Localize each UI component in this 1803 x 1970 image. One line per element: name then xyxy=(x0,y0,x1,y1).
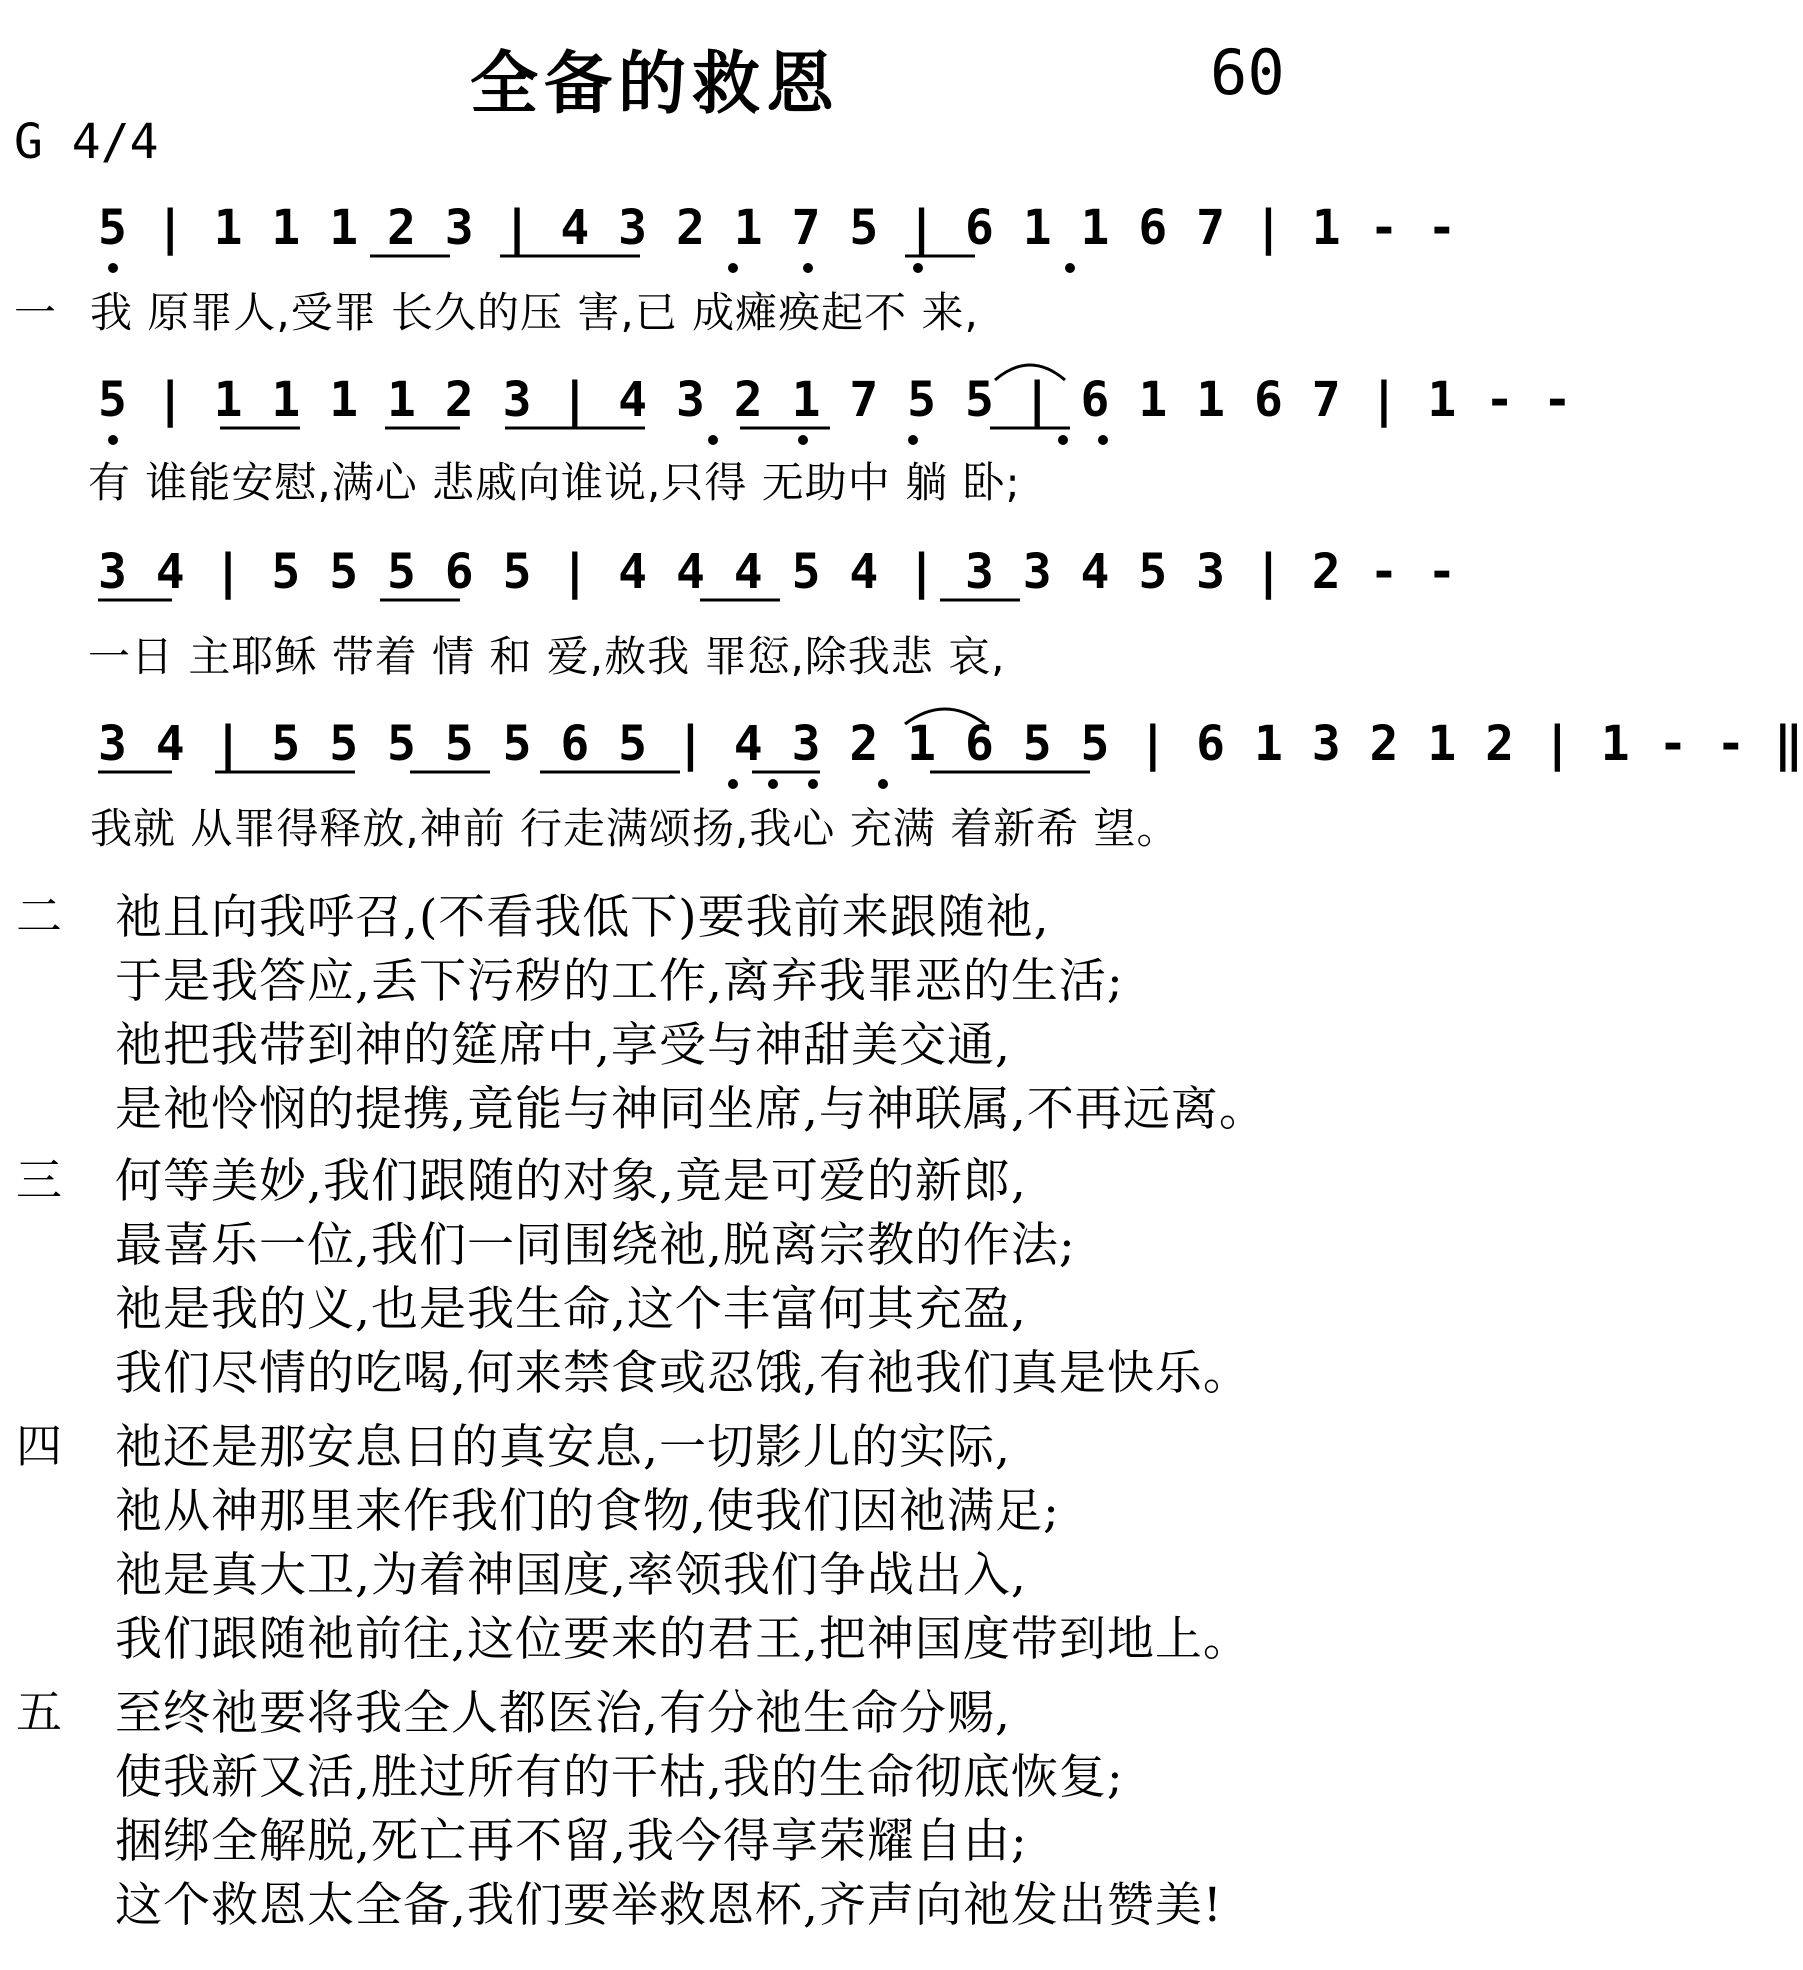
verse-line: 是祂怜悯的提携,竟能与神同坐席,与神联属,不再远离。 xyxy=(115,1082,1267,1137)
verse-number: 三 xyxy=(16,1153,62,1207)
score-lyric-line: 我 原罪人,受罪 长久的压 害,已 成瘫痪起不 来, xyxy=(90,288,979,337)
key-signature: G 4/4 xyxy=(14,114,159,170)
verse-line: 祂把我带到神的筵席中,享受与神甜美交通, xyxy=(115,1018,1011,1073)
verse-line: 祂还是那安息日的真安息,一切影儿的实际, xyxy=(115,1420,1011,1475)
verse-line: 我们跟随祂前往,这位要来的君王,把神国度带到地上。 xyxy=(115,1612,1251,1667)
tie-arcs xyxy=(905,365,1065,724)
hymn-number: 60 xyxy=(1210,36,1285,109)
beam-lines xyxy=(98,256,1107,788)
score-lyric-line: 有 谁能安慰,满心 悲戚向谁说,只得 无助中 躺 卧; xyxy=(88,458,1021,507)
hymn-title: 全备的救恩 xyxy=(470,44,841,124)
score-notation-line: 5 | 1 1 1 2 3 | 4 3 2 1 7 5 | 6 1 1 6 7 | 1 - - xyxy=(98,200,1457,256)
verse-number: 二 xyxy=(16,889,62,943)
verse-line: 这个救恩太全备,我们要举救恩杯,齐声向祂发出赞美! xyxy=(115,1878,1223,1933)
verse-line: 捆绑全解脱,死亡再不留,我今得享荣耀自由; xyxy=(115,1814,1028,1869)
score-notation-line: 5 | 1 1 1 1 2 3 | 4 3 2 1 7 5 5 | 6 1 1 6 7 | 1 - - xyxy=(98,372,1572,428)
verse-label: 一 xyxy=(14,288,58,337)
verse-line: 于是我答应,丢下污秽的工作,离弃我罪恶的生活; xyxy=(115,954,1124,1009)
verse-line: 祂从神那里来作我们的食物,使我们因祂满足; xyxy=(115,1484,1060,1539)
verse-line: 祂是真大卫,为着神国度,率领我们争战出入, xyxy=(115,1548,1027,1603)
verse-line: 我们尽情的吃喝,何来禁食或忍饿,有祂我们真是快乐。 xyxy=(115,1346,1251,1401)
verse-line: 何等美妙,我们跟随的对象,竟是可爱的新郎, xyxy=(115,1154,1027,1209)
verse-line: 最喜乐一位,我们一同围绕祂,脱离宗教的作法; xyxy=(115,1218,1076,1273)
verse-line: 祂且向我呼召,(不看我低下)要我前来跟随祂, xyxy=(115,890,1050,945)
verse-line: 祂是我的义,也是我生命,这个丰富何其充盈, xyxy=(115,1282,1027,1337)
score-notation-line: 3 4 | 5 5 5 6 5 | 4 4 4 5 4 | 3 3 4 5 3 | 2 - - xyxy=(98,544,1457,600)
verse-line: 至终祂要将我全人都医治,有分祂生命分赐, xyxy=(115,1686,1011,1741)
score-lyric-line: 一日 主耶稣 带着 情 和 爱,赦我 罪愆,除我悲 哀, xyxy=(88,632,1006,681)
verse-line: 使我新又活,胜过所有的干枯,我的生命彻底恢复; xyxy=(115,1750,1124,1805)
verse-number: 四 xyxy=(16,1419,62,1473)
verse-number: 五 xyxy=(16,1685,62,1739)
score-notation-line: 3 4 | 5 5 5 5 5 6 5 | 4 3 2 1 6 5 5 | 6 1 3 2 1 2 | 1 - - ‖ xyxy=(98,716,1803,772)
score-lyric-line: 我就 从罪得释放,神前 行走满颂扬,我心 充满 着新希 望。 xyxy=(90,804,1180,853)
